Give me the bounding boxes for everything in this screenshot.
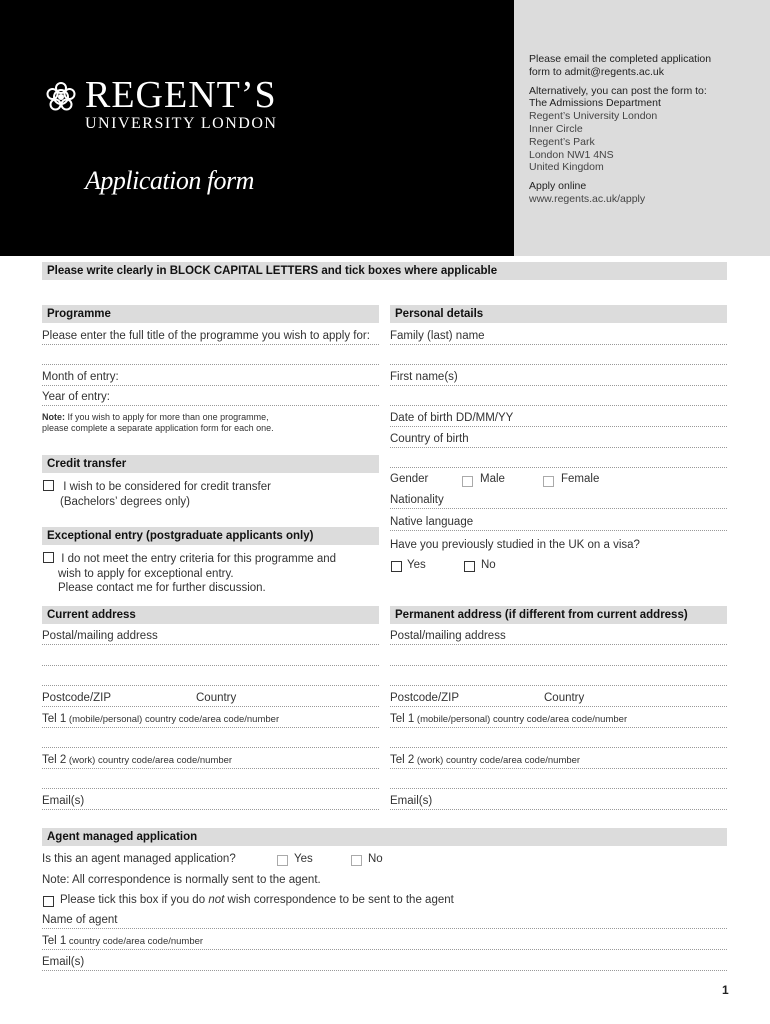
permanent-tel1-field[interactable]: [390, 713, 727, 728]
agent-heading: Agent managed application: [42, 828, 727, 846]
credit-transfer-heading: Credit transfer: [42, 455, 379, 473]
post-line-2: The Admissions Department: [529, 97, 661, 110]
page-number: 1: [722, 983, 729, 997]
agent-tel1-field[interactable]: [42, 935, 727, 950]
current-email-field[interactable]: Email(s): [42, 795, 379, 810]
current-address-heading: Current address: [42, 606, 379, 624]
agent-correspondence-label: [60, 894, 454, 906]
address-line: Inner Circle: [529, 122, 583, 135]
university-name: REGENT’S: [85, 74, 277, 116]
first-names-field[interactable]: First name(s): [390, 371, 727, 386]
current-country-label: Country: [196, 692, 237, 704]
permanent-address-heading: Permanent address (if different from current address): [390, 606, 727, 624]
email-line-1: Please email the completed application: [529, 53, 712, 65]
first-names-line[interactable]: [390, 391, 727, 406]
post-line-1: Alternatively, you can post the form to:: [529, 84, 707, 97]
current-postal-line[interactable]: [42, 651, 379, 666]
current-tel2-field[interactable]: [42, 754, 379, 769]
personal-details-heading: Personal details: [390, 305, 727, 323]
exceptional-entry-option: [43, 552, 336, 596]
permanent-tel1-detail: (mobile/personal) country code/area code/number: [414, 714, 628, 725]
email-line-2[interactable]: form to admit@regents.ac.uk: [529, 65, 664, 78]
dob-field[interactable]: Date of birth DD/MM/YY: [390, 412, 727, 427]
visa-yes-checkbox[interactable]: [391, 561, 402, 572]
address-line: London NW1 4NS: [529, 148, 614, 161]
current-tel2-line[interactable]: [42, 774, 379, 789]
permanent-postal-line[interactable]: [390, 671, 727, 686]
visa-yes-label: Yes: [407, 559, 426, 571]
note-bold: Note:: [42, 412, 65, 422]
permanent-postcode-row[interactable]: [390, 692, 727, 707]
permanent-postcode-label: Postcode/ZIP: [390, 692, 460, 704]
current-postal-field[interactable]: Postal/mailing address: [42, 630, 379, 645]
country-of-birth-line[interactable]: [390, 453, 727, 468]
permanent-tel1-line[interactable]: [390, 733, 727, 748]
current-postcode-label: Postcode/ZIP: [42, 692, 112, 704]
university-subtitle: UNIVERSITY LONDON: [85, 115, 278, 132]
agent-note: Note: All correspondence is normally sent to the agent.: [42, 874, 321, 886]
agent-yes-checkbox[interactable]: [277, 855, 288, 866]
tick-text-post: wish correspondence to be sent to the agent: [224, 894, 454, 906]
current-tel1-line[interactable]: [42, 733, 379, 748]
permanent-country-label: Country: [544, 692, 585, 704]
programme-note: [42, 412, 379, 434]
credit-transfer-option: [43, 480, 271, 510]
permanent-email-field[interactable]: Email(s): [390, 795, 727, 810]
rose-logo-icon: [44, 80, 78, 114]
country-of-birth-field[interactable]: Country of birth: [390, 433, 727, 448]
current-tel1-detail: (mobile/personal) country code/area code/number: [66, 714, 280, 725]
tick-text-not: not: [208, 894, 225, 906]
agent-tel1-detail: country code/area code/number: [66, 936, 204, 947]
permanent-tel1-main: Tel 1: [390, 713, 415, 725]
exceptional-entry-heading: Exceptional entry (postgraduate applicants only): [42, 527, 379, 545]
contact-info: [529, 53, 765, 206]
current-tel2-main: Tel 2: [42, 754, 67, 766]
permanent-tel2-detail: (work) country code/area code/number: [414, 755, 581, 766]
visa-no-label: No: [481, 559, 496, 571]
agent-name-field[interactable]: Name of agent: [42, 914, 727, 929]
visa-no-checkbox[interactable]: [464, 561, 475, 572]
current-tel1-field[interactable]: [42, 713, 379, 728]
apply-online-label: Apply online: [529, 180, 587, 193]
note-line-2: please complete a separate application form for each one.: [42, 423, 274, 433]
gender-male-checkbox[interactable]: [462, 476, 473, 487]
tick-text-pre: Please tick this box if you do: [60, 894, 209, 906]
address-line: United Kingdom: [529, 161, 604, 174]
agent-tel1-main: Tel 1: [42, 935, 67, 947]
gender-label: Gender: [390, 473, 429, 485]
permanent-tel2-line[interactable]: [390, 774, 727, 789]
agent-correspondence-checkbox[interactable]: [43, 896, 54, 907]
permanent-tel2-field[interactable]: [390, 754, 727, 769]
year-of-entry-field[interactable]: Year of entry:: [42, 391, 379, 406]
instructions-bar: Please write clearly in BLOCK CAPITAL LETTERS and tick boxes where applicable: [42, 262, 727, 280]
permanent-postal-field[interactable]: Postal/mailing address: [390, 630, 727, 645]
current-postcode-row[interactable]: [42, 692, 379, 707]
current-tel2-detail: (work) country code/area code/number: [66, 755, 233, 766]
credit-transfer-checkbox[interactable]: [43, 480, 54, 491]
exceptional-entry-checkbox[interactable]: [43, 552, 54, 563]
credit-transfer-line-1: I wish to be considered for credit transfer: [63, 481, 271, 493]
apply-online-url[interactable]: www.regents.ac.uk/apply: [529, 192, 646, 205]
permanent-postal-line[interactable]: [390, 651, 727, 666]
exceptional-entry-line-3: Please contact me for further discussion.: [58, 582, 266, 594]
month-of-entry-field[interactable]: Month of entry:: [42, 371, 379, 386]
programme-heading: Programme: [42, 305, 379, 323]
programme-title-field[interactable]: [42, 350, 379, 365]
agent-question: Is this an agent managed application?: [42, 853, 236, 865]
current-postal-line[interactable]: [42, 671, 379, 686]
visa-question: Have you previously studied in the UK on a visa?: [390, 539, 640, 551]
address-line: Regent’s Park: [529, 135, 595, 148]
agent-yes-label: Yes: [294, 853, 313, 865]
gender-male-label: Male: [480, 473, 505, 485]
exceptional-entry-line-2: wish to apply for exceptional entry.: [58, 567, 234, 580]
programme-title-label: Please enter the full title of the programme you wish to apply for:: [42, 330, 379, 345]
gender-female-checkbox[interactable]: [543, 476, 554, 487]
native-language-field[interactable]: Native language: [390, 516, 727, 531]
credit-transfer-line-2: (Bachelors’ degrees only): [60, 496, 190, 508]
gender-female-label: Female: [561, 473, 600, 485]
family-name-line[interactable]: [390, 350, 727, 365]
note-line-1: If you wish to apply for more than one programme,: [65, 412, 269, 422]
address-line: Regent’s University London: [529, 110, 658, 123]
permanent-tel2-main: Tel 2: [390, 754, 415, 766]
form-title: Application form: [85, 166, 254, 195]
nationality-field[interactable]: Nationality: [390, 494, 727, 509]
family-name-field[interactable]: Family (last) name: [390, 330, 727, 345]
exceptional-entry-line-1: I do not meet the entry criteria for this programme and: [61, 553, 337, 565]
agent-email-field[interactable]: Email(s): [42, 956, 727, 971]
agent-no-checkbox[interactable]: [351, 855, 362, 866]
agent-no-label: No: [368, 853, 383, 865]
current-tel1-main: Tel 1: [42, 713, 67, 725]
